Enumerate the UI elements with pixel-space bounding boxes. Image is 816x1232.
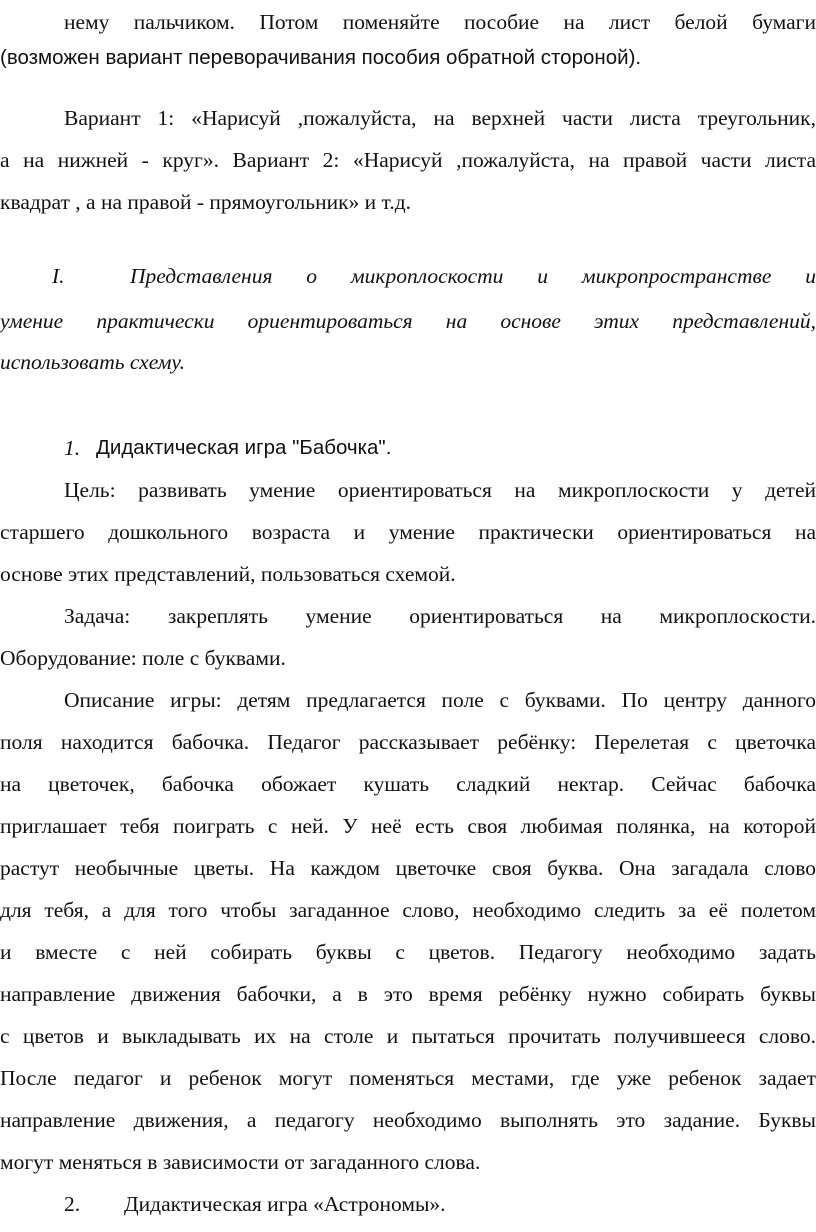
section-heading-line: использовать схему. [0, 350, 185, 374]
game-title-text: Дидактическая игра «Астрономы». [124, 1192, 446, 1216]
text-line: для тебя, а для того чтобы загаданное слово, необходимо следить за её полетом [0, 898, 816, 922]
text-line: Вариант 1: «Нарисуй ,пожалуйста, на верхней части листа треугольник, [64, 106, 816, 130]
section-heading-first-line: Представления о микроплоскости и микропространстве и [130, 264, 816, 288]
text-line: нему пальчиком. Потом поменяйте пособие на лист белой бумаги [64, 10, 816, 34]
text-line: поля находится бабочка. Педагог рассказывает ребёнку: Перелетая с цветочка [0, 730, 816, 754]
section-number: I. [52, 264, 65, 288]
text-line: Оборудование: поле с буквами. [0, 646, 286, 670]
text-line: могут меняться в зависимости от загаданного слова. [0, 1150, 481, 1174]
text-line: направление движения, а педагогу необходимо выполнять это задание. Буквы [0, 1108, 816, 1132]
section-heading-line: умение практически ориентироваться на основе этих представлений, [0, 309, 816, 333]
text-line: на цветочек, бабочка обожает кушать сладкий нектар. Сейчас бабочка [0, 772, 816, 796]
text-line: с цветов и выкладывать их на столе и пытаться прочитать получившееся слово. [0, 1024, 816, 1048]
text-line: старшего дошкольного возраста и умение практически ориентироваться на [0, 520, 816, 544]
text-line: и вместе с ней собирать буквы с цветов. Педагогу необходимо задать [0, 940, 816, 964]
game-number: 2. [64, 1192, 81, 1216]
text-line: приглашает тебя поиграть с ней. У неё есть своя любимая полянка, на которой [0, 814, 816, 838]
text-line: растут необычные цветы. На каждом цветочке своя буква. Она загадала слово [0, 856, 816, 880]
text-line: Описание игры: детям предлагается поле с буквами. По центру данного [64, 688, 816, 712]
text-line: квадрат , а на правой - прямоугольник» и т.д. [0, 190, 412, 214]
text-line: Задача: закреплять умение ориентироваться на микроплоскости. [64, 604, 816, 628]
game-title-text: Дидактическая игра "Бабочка". [96, 436, 392, 459]
game-title [0, 434, 816, 462]
text-line: (возможен вариант переворачивания пособия обратной стороной). [0, 46, 642, 69]
game-number: 1. [64, 436, 81, 460]
section-heading [0, 262, 816, 290]
text-line: Цель: развивать умение ориентироваться на микроплоскости у детей [64, 478, 816, 502]
text-line: После педагог и ребенок могут поменяться местами, где уже ребенок задает [0, 1066, 816, 1090]
text-line: а на нижней - круг». Вариант 2: «Нарисуй ,пожалуйста, на правой части листа [0, 148, 816, 172]
game-title [0, 1190, 816, 1218]
text-line: направление движения бабочки, а в это время ребёнку нужно собирать буквы [0, 982, 816, 1006]
text-line: основе этих представлений, пользоваться схемой. [0, 562, 456, 586]
